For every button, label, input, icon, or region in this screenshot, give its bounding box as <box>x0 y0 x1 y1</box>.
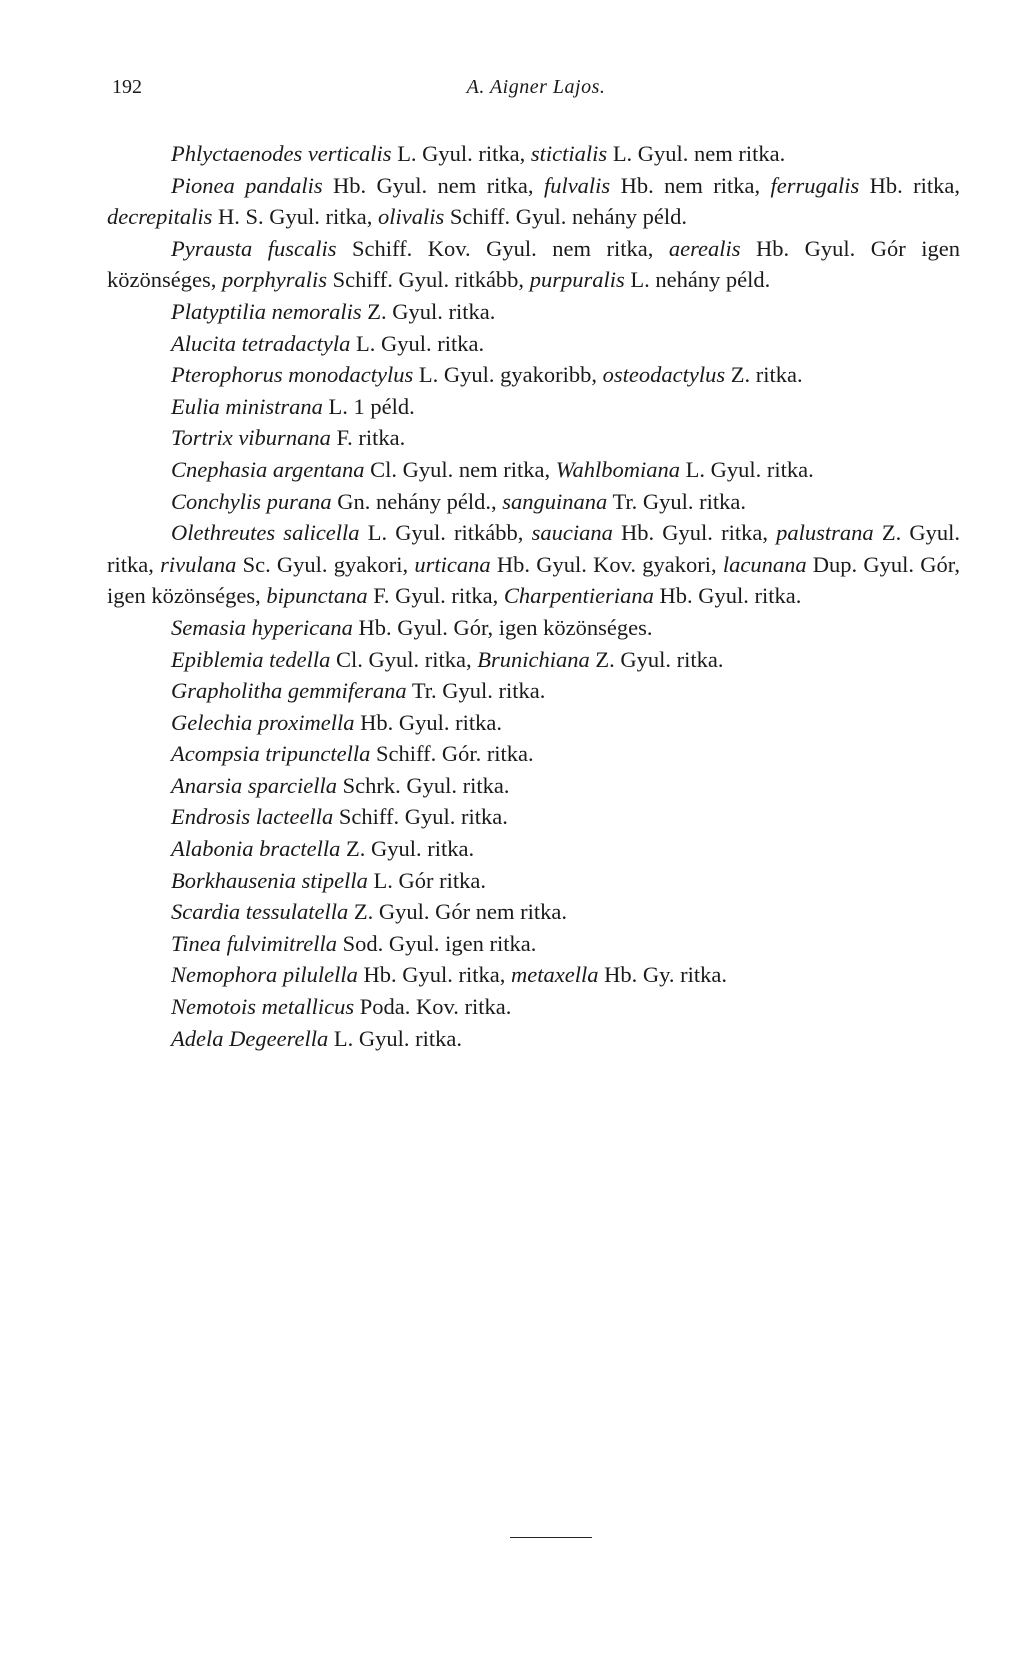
species-name: olivalis <box>378 204 445 230</box>
entry-text: L. Gyul. gyakoribb, <box>413 362 603 388</box>
entry-text: Hb. Gy. ritka. <box>598 962 727 988</box>
species-name: Phlyctaenodes verticalis <box>171 141 392 166</box>
entry-text: F. ritka. <box>330 425 406 451</box>
species-name: Nemotois metallicus <box>171 994 355 1020</box>
entry-text: Tr. Gyul. ritka. <box>607 488 747 514</box>
species-name: Wahlbomiana <box>555 456 680 482</box>
species-name: Platyptilia nemoralis <box>171 298 362 324</box>
species-entry <box>107 707 960 739</box>
species-name: osteodactylus <box>602 362 726 388</box>
species-entry <box>107 486 960 518</box>
entry-text: Tr. Gyul. ritka. <box>406 678 546 704</box>
species-entry <box>107 959 960 991</box>
species-name: metaxella <box>510 962 599 988</box>
entry-text: Hb. Gyul. Kov. gyakori, <box>490 551 723 577</box>
entry-text: Z. ritka. <box>725 362 803 388</box>
species-name: Scardia tessulatella <box>171 899 349 925</box>
species-entry <box>107 644 960 676</box>
species-name: Pyrausta fuscalis <box>171 235 337 261</box>
species-name: Anarsia sparciella <box>171 772 338 798</box>
species-name: Alucita tetradactyla <box>171 330 351 356</box>
species-name: urticana <box>414 551 491 577</box>
species-entry <box>107 612 960 644</box>
entry-text: Z. Gyul. ritka. <box>340 836 475 862</box>
entry-text: Schiff. Gyul. ritkább, <box>327 267 530 293</box>
species-name: Charpentieriana <box>503 583 654 609</box>
species-name: palustrana <box>776 520 874 546</box>
entry-text: Poda. Kov. ritka. <box>354 994 512 1020</box>
entry-text: L. nehány péld. <box>624 267 771 293</box>
species-entry <box>107 928 960 960</box>
species-name: Endrosis lacteella <box>171 804 334 830</box>
entry-text: Z. Gyul. Gór nem ritka. <box>348 899 567 925</box>
species-name: bipunctana <box>266 583 368 609</box>
species-name: Pionea pandalis <box>171 172 323 198</box>
species-entry <box>107 991 960 1023</box>
species-entry <box>107 675 960 707</box>
entry-text: F. Gyul. ritka, <box>367 583 504 609</box>
species-name: Cnephasia argentana <box>171 456 365 482</box>
species-name: sanguinana <box>502 488 608 514</box>
species-name: Acompsia tripunctella <box>171 741 371 767</box>
entry-text: L. Gyul. ritka. <box>328 1025 462 1051</box>
species-name: fulvalis <box>543 172 611 198</box>
entry-text: Schiff. Gyul. ritka. <box>333 804 508 830</box>
page-header <box>112 76 960 106</box>
entry-text: Gn. nehány péld., <box>331 488 503 514</box>
species-name: Semasia hypericana <box>171 614 353 640</box>
end-rule <box>510 1537 592 1538</box>
species-entry <box>107 170 960 233</box>
entry-text: Z. Gyul. ritka, <box>107 520 960 577</box>
entry-text: Schiff. Gyul. nehány péld. <box>444 204 687 230</box>
running-title: A. Aigner Lajos. <box>466 76 606 98</box>
entry-text: Cl. Gyul. ritka, <box>330 646 478 672</box>
entry-text: Hb. Gyul. Gór, igen közönséges. <box>352 614 653 640</box>
species-name: aerealis <box>668 235 741 261</box>
species-name: stictialis <box>530 141 608 166</box>
entry-text: Hb. Gyul. ritka, <box>357 962 511 988</box>
entry-text: Hb. Gyul. ritka. <box>653 583 802 609</box>
entry-text: L. Gyul. ritkább, <box>359 520 532 546</box>
entry-text: Cl. Gyul. nem ritka, <box>364 456 556 482</box>
entry-text: L. Gyul. ritka. <box>350 330 485 356</box>
species-name: rivulana <box>160 551 237 577</box>
species-name: Epiblemia tedella <box>171 646 331 672</box>
species-entry <box>107 865 960 897</box>
species-entry <box>107 896 960 928</box>
entry-text: Hb. Gyul. nem ritka, <box>322 172 544 198</box>
species-entry <box>107 359 960 391</box>
species-entry <box>107 833 960 865</box>
species-entry <box>107 801 960 833</box>
species-name: Adela Degeerella <box>171 1025 329 1051</box>
entry-text: Hb. nem ritka, <box>610 172 771 198</box>
entry-text: Z. Gyul. ritka. <box>361 298 496 324</box>
species-name: Tortrix viburnana <box>171 425 331 451</box>
entry-text: L. Gyul. nem ritka. <box>607 141 786 166</box>
entry-text: L. Gór ritka. <box>367 867 486 893</box>
entry-text: Schrk. Gyul. ritka. <box>337 772 510 798</box>
species-name: Grapholitha gemmiferana <box>171 678 407 704</box>
species-name: Gelechia proximella <box>171 709 355 735</box>
species-name: Nemophora pilulella <box>171 962 358 988</box>
entry-text: Schiff. Kov. Gyul. nem ritka, <box>336 235 669 261</box>
species-name: Alabonia bractella <box>171 836 341 862</box>
species-name: porphyralis <box>221 267 327 293</box>
species-entry <box>107 296 960 328</box>
species-name: Pterophorus monodactylus <box>171 362 414 388</box>
species-name: Brunichiana <box>477 646 590 672</box>
species-entry <box>107 454 960 486</box>
entry-text: Sod. Gyul. igen ritka. <box>337 930 537 956</box>
species-entry <box>107 770 960 802</box>
species-entry <box>107 738 960 770</box>
entry-text: Sc. Gyul. gyakori, <box>236 551 415 577</box>
entry-text: H. S. Gyul. ritka, <box>212 204 379 230</box>
entry-text: Z. Gyul. ritka. <box>589 646 724 672</box>
entry-text: L. 1 péld. <box>322 393 415 419</box>
entry-text: Hb. ritka, <box>859 172 960 198</box>
entry-text: Hb. Gyul. ritka, <box>612 520 777 546</box>
species-entry <box>107 328 960 360</box>
species-name: Eulia ministrana <box>171 393 323 419</box>
species-name: decrepitalis <box>107 204 213 230</box>
species-entry <box>107 1023 960 1055</box>
species-entry <box>107 391 960 423</box>
species-entry <box>107 422 960 454</box>
species-entry <box>107 233 960 296</box>
species-entry <box>107 517 960 612</box>
species-name: Borkhausenia stipella <box>171 867 368 893</box>
entry-text: Hb. Gyul. ritka. <box>354 709 502 735</box>
species-name: lacunana <box>722 551 807 577</box>
entry-text: Schiff. Gór. ritka. <box>370 741 534 767</box>
species-name: purpuralis <box>529 267 625 293</box>
species-name: Olethreutes salicella <box>171 520 360 546</box>
species-name: ferrugalis <box>770 172 860 198</box>
page-number: 192 <box>112 76 142 98</box>
entry-text: Dup. Gyul. Gór, igen közönséges, <box>107 551 960 609</box>
species-name: Conchylis purana <box>171 488 332 514</box>
species-name: sauciana <box>531 520 613 546</box>
species-name: Tinea fulvimitrella <box>171 930 338 956</box>
entry-text: Hb. Gyul. Gór igen közönséges, <box>107 235 960 293</box>
species-list <box>107 138 960 1054</box>
species-entry <box>107 138 960 170</box>
entry-text: L. Gyul. ritka, <box>391 141 531 166</box>
entry-text: L. Gyul. ritka. <box>679 456 814 482</box>
